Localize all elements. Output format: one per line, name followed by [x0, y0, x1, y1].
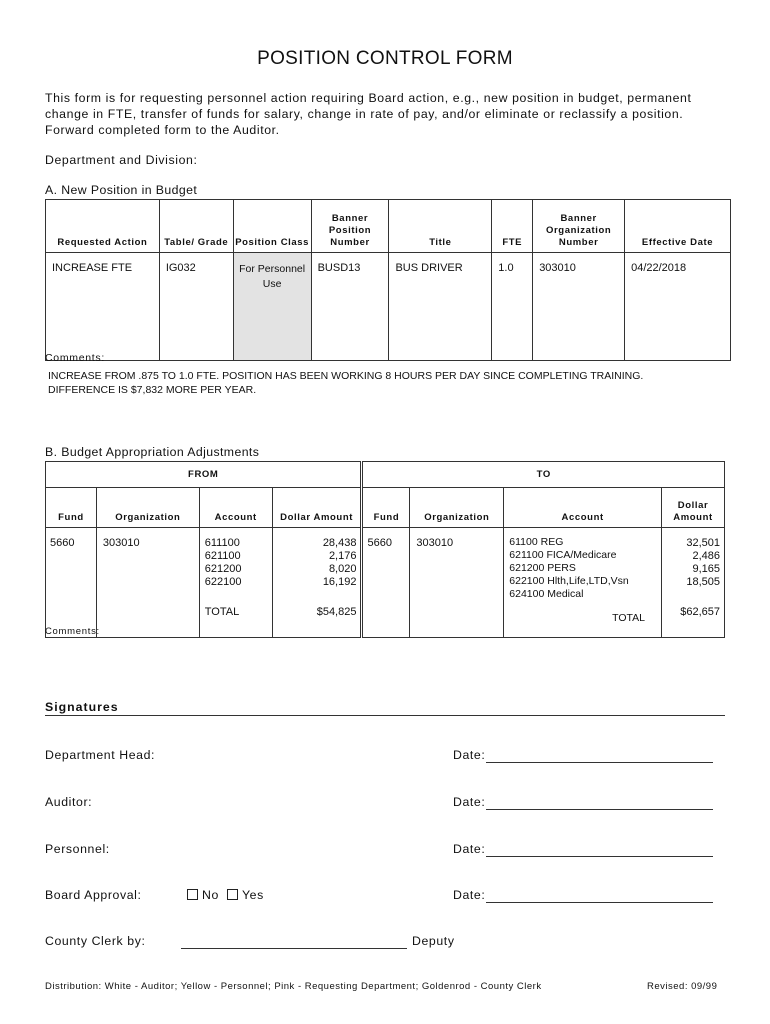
to-account-1: 621100 FICA/Medicare — [509, 549, 617, 561]
header-banner-position: Banner Position Number — [311, 200, 389, 253]
fte-field[interactable]: 1.0 — [492, 253, 533, 361]
department-label: Department and Division: — [45, 153, 198, 167]
banner-org-field[interactable]: 303010 — [533, 253, 625, 361]
new-position-table — [45, 199, 731, 361]
board-date-label: Date: — [453, 888, 486, 902]
from-amount-header: Dollar Amount — [272, 488, 362, 528]
department-head-date-line[interactable] — [486, 762, 713, 763]
board-date-line[interactable] — [486, 902, 713, 903]
to-account-3: 622100 Hlth,Life,LTD,Vsn — [509, 575, 629, 587]
board-no-option[interactable] — [187, 888, 219, 902]
table-grade-field[interactable]: IG032 — [159, 253, 233, 361]
form-title: POSITION CONTROL FORM — [257, 48, 513, 69]
header-requested-action: Requested Action — [46, 200, 160, 253]
auditor-date-label: Date: — [453, 795, 486, 809]
section-a-comments-line1[interactable]: INCREASE FROM .875 TO 1.0 FTE. POSITION HAS BEEN WORKING 8 HOURS PER DAY SINCE COMPLETING TRAINING. — [48, 370, 644, 382]
table-row — [46, 528, 725, 638]
form-intro: This form is for requesting personnel action requiring Board action, e.g., new position in budget, permanent change in FTE, transfer of funds for salary, change in rate of pay, and/or eliminate or reclassify a position. Forward completed form to the Auditor. — [45, 91, 692, 137]
header-position-class: Position Class — [233, 200, 311, 253]
signatures-heading: Signatures — [45, 700, 119, 714]
distribution-footer: Distribution: White - Auditor; Yellow - Personnel; Pink - Requesting Department; Goldenrod - County Clerk — [45, 981, 542, 992]
to-fund-header: Fund — [362, 488, 410, 528]
to-account-4: 624100 Medical — [509, 588, 584, 600]
to-fund-field[interactable]: 5660 — [362, 528, 410, 638]
header-fte: FTE — [492, 200, 533, 253]
county-clerk-signature-line[interactable] — [181, 948, 407, 949]
section-b-heading: B. Budget Appropriation Adjustments — [45, 445, 260, 459]
to-amount-header: Dollar Amount — [662, 488, 725, 528]
to-amount-2: 9,165 — [692, 563, 720, 575]
to-account-cell[interactable] — [504, 528, 662, 638]
section-b-comments-label: Comments: — [45, 626, 100, 637]
from-total-label: TOTAL — [204, 606, 240, 618]
auditor-label: Auditor: — [45, 795, 93, 809]
from-fund-header: Fund — [46, 488, 97, 528]
to-account-header: Account — [504, 488, 662, 528]
from-account-2: 621200 — [204, 563, 242, 575]
board-yes-option[interactable] — [227, 888, 264, 902]
from-account-0: 611100 — [204, 537, 240, 549]
from-account-3: 622100 — [204, 576, 242, 588]
to-total-label: TOTAL — [612, 612, 646, 624]
header-title: Title — [389, 200, 492, 253]
header-effective-date: Effective Date — [625, 200, 731, 253]
yes-checkbox[interactable] — [227, 889, 238, 900]
from-account-cell[interactable] — [199, 528, 272, 638]
revised-footer: Revised: 09/99 — [647, 981, 718, 992]
no-label: No — [202, 888, 219, 902]
header-table-grade: Table/ Grade — [159, 200, 233, 253]
from-account-header: Account — [199, 488, 272, 528]
from-total-amount: $54,825 — [316, 606, 357, 618]
to-amount-3: 18,505 — [686, 576, 720, 588]
section-a-comments-line2[interactable]: DIFFERENCE IS $7,832 MORE PER YEAR. — [48, 384, 257, 396]
yes-label: Yes — [242, 888, 264, 902]
from-amount-cell[interactable] — [272, 528, 362, 638]
signatures-divider — [45, 715, 725, 716]
deputy-label: Deputy — [412, 934, 455, 948]
to-account-2: 621200 PERS — [509, 562, 576, 574]
section-a-heading: A. New Position in Budget — [45, 183, 198, 197]
table-row — [46, 253, 731, 361]
to-organization-field[interactable]: 303010 — [410, 528, 504, 638]
to-organization-header: Organization — [410, 488, 504, 528]
to-total-amount: $62,657 — [680, 606, 720, 618]
personnel-date-line[interactable] — [486, 856, 713, 857]
from-amount-0: 28,438 — [322, 537, 357, 549]
from-header: FROM — [46, 462, 362, 488]
from-amount-3: 16,192 — [322, 576, 357, 588]
department-head-label: Department Head: — [45, 748, 156, 762]
from-amount-2: 8,020 — [328, 563, 357, 575]
title-field[interactable]: BUS DRIVER — [389, 253, 492, 361]
position-class-field: For Personnel Use — [233, 253, 311, 361]
requested-action-field[interactable]: INCREASE FTE — [46, 253, 160, 361]
section-a-comments-label: Comments: — [45, 352, 105, 364]
from-amount-1: 2,176 — [328, 550, 357, 562]
from-account-1: 621100 — [204, 550, 241, 562]
banner-position-field[interactable]: BUSD13 — [311, 253, 389, 361]
to-amount-0: 32,501 — [686, 537, 720, 549]
personnel-date-label: Date: — [453, 842, 486, 856]
from-fund-field[interactable]: 5660 — [46, 528, 97, 638]
to-amount-1: 2,486 — [692, 550, 720, 562]
effective-date-field[interactable]: 04/22/2018 — [625, 253, 731, 361]
from-organization-field[interactable]: 303010 — [96, 528, 199, 638]
header-banner-org: Banner Organization Number — [533, 200, 625, 253]
to-account-0: 61100 REG — [509, 536, 564, 548]
board-approval-label: Board Approval: — [45, 888, 142, 902]
county-clerk-label: County Clerk by: — [45, 934, 146, 948]
to-header: TO — [362, 462, 725, 488]
budget-adjustment-table — [45, 461, 725, 638]
personnel-label: Personnel: — [45, 842, 110, 856]
department-head-date-label: Date: — [453, 748, 486, 762]
no-checkbox[interactable] — [187, 889, 198, 900]
auditor-date-line[interactable] — [486, 809, 713, 810]
from-organization-header: Organization — [96, 488, 199, 528]
to-amount-cell[interactable] — [662, 528, 725, 638]
